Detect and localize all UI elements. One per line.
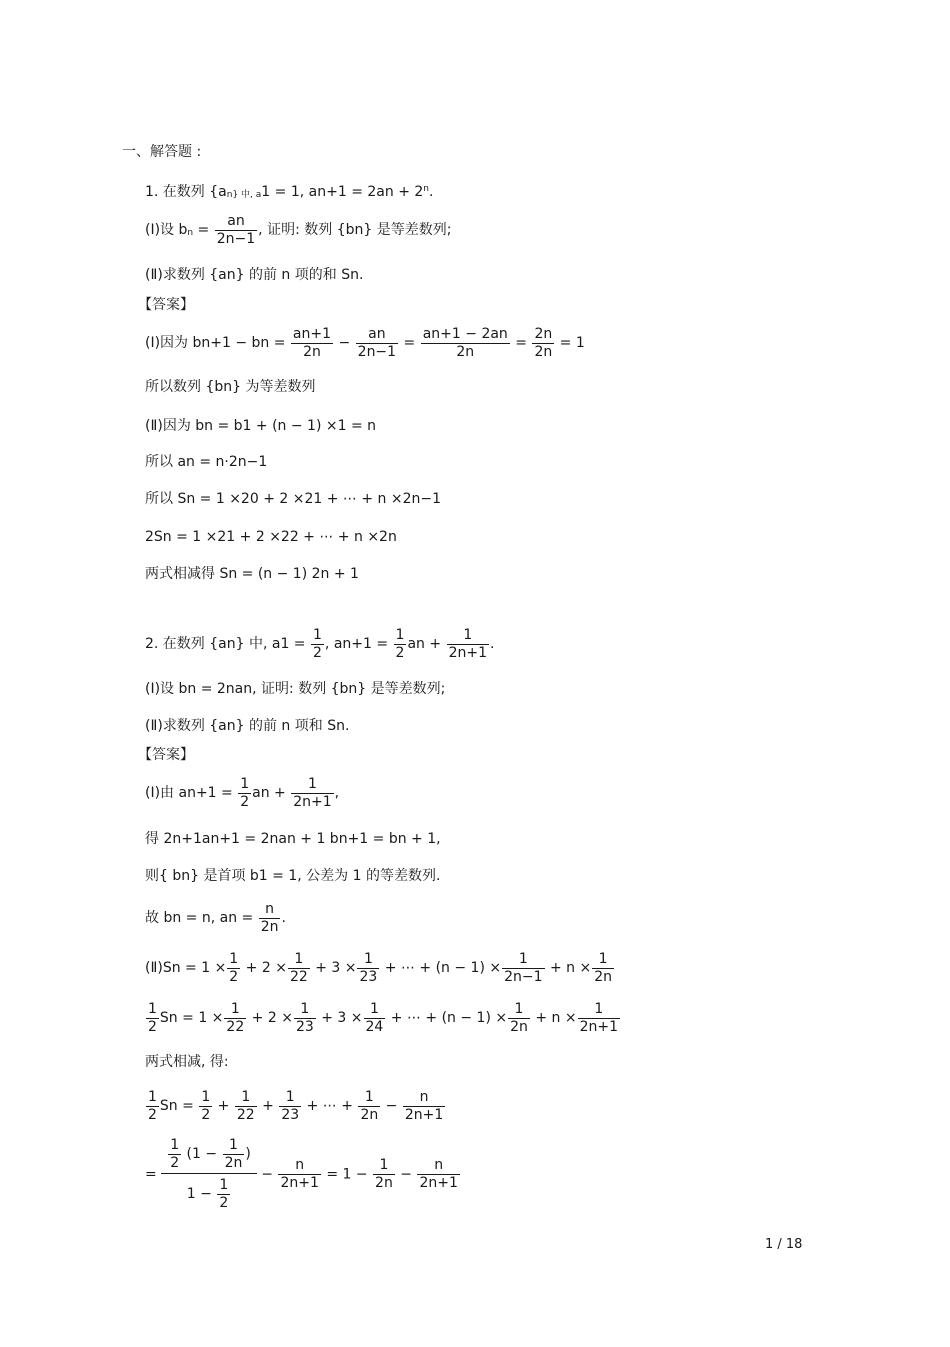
- answer-2-line-4: [145, 902, 286, 934]
- fraction: $\frac{1}{22}$: [226, 1001, 245, 1035]
- text: 故 bn = n, an =: [145, 910, 258, 927]
- text: n+1 = 2a: [317, 184, 385, 200]
- text: −: [381, 1098, 402, 1115]
- text: Sn = 1 ×: [159, 1010, 224, 1027]
- subtraction-label: 两式相减, 得:: [145, 1054, 229, 1070]
- fraction: $\frac{1}{2}$: [148, 1089, 157, 1123]
- fraction: $\frac{1}{2n}$: [510, 1001, 528, 1035]
- text: (Ⅱ)Sn = 1 ×: [145, 960, 227, 977]
- problem-1-statement: [145, 185, 433, 200]
- sum-final-expression: [145, 1138, 461, 1211]
- fraction: $\frac{1}{2n+1}$: [579, 1001, 618, 1035]
- text: an +: [252, 785, 291, 802]
- text: n: [423, 184, 430, 194]
- text: = 1: [555, 335, 585, 352]
- fraction: $\frac{1}{2}$: [240, 776, 250, 810]
- sum-line-3: [145, 1090, 446, 1122]
- text: =: [193, 222, 214, 239]
- fraction: $\frac{2n}{2n}$: [534, 326, 553, 360]
- problem-2-part-1: (Ⅰ)设 bn = 2nan, 证明: 数列 {bn} 是等差数列;: [145, 681, 446, 697]
- text: n + 2: [384, 184, 424, 200]
- text: −: [334, 335, 355, 352]
- text: .: [429, 184, 434, 200]
- answer-2-line-1: [145, 777, 339, 809]
- text: + ⋯ + (n − 1) ×: [380, 960, 502, 977]
- problem-1-part-1: [145, 214, 451, 246]
- text: +: [213, 1098, 234, 1115]
- fraction: $\frac{1}{22}$: [289, 951, 308, 985]
- answer-label-2: 【答案】: [138, 747, 194, 763]
- answer-1-part-2-line-2: 所以 an = n·2n−1: [145, 454, 268, 470]
- answer-label-1: 【答案】: [138, 297, 194, 313]
- fraction: $\frac{n}{2n}$: [260, 901, 279, 935]
- text: + n ×: [530, 1010, 577, 1027]
- problem-2-statement: [145, 628, 494, 660]
- fraction: $\frac{n}{2n+1}$: [419, 1157, 458, 1191]
- text: 1 = 1, a: [261, 184, 318, 200]
- text: .: [489, 636, 495, 653]
- text: =: [399, 335, 420, 352]
- fraction: $\frac{n}{2n+1}$: [280, 1157, 319, 1191]
- answer-2-line-2: 得 2n+1an+1 = 2nan + 1 bn+1 = bn + 1,: [145, 831, 441, 847]
- fraction: $\frac{1}{2n}$: [375, 1157, 393, 1191]
- text: .: [281, 910, 286, 927]
- text: =: [510, 335, 532, 352]
- answer-1-part-2-line-3: 所以 Sn = 1 ×20 + 2 ×21 + ⋯ + n ×2n−1: [145, 491, 442, 507]
- answer-1-part-2-line-5: 两式相减得 Sn = (n − 1) 2n + 1: [145, 566, 359, 582]
- compound-fraction: $\frac{1}{2}$ (1 − $\frac{1}{2n}$ ) 1 − $\frac{1}{2}$: [161, 1138, 257, 1211]
- text: n} 中, a: [226, 190, 262, 200]
- fraction: $\frac{1}{2n}$: [360, 1089, 379, 1123]
- text: 2. 在数列 {an} 中, a1 =: [145, 636, 310, 653]
- text: + 2 ×: [247, 1010, 293, 1027]
- text: + ⋯ +: [302, 1098, 358, 1115]
- fraction: $\frac{an}{2n-1}$: [216, 213, 256, 247]
- sum-line-1: [145, 952, 615, 984]
- text: +: [257, 1098, 279, 1115]
- text: (Ⅰ)因为 bn+1 − bn =: [145, 335, 290, 352]
- text: −: [395, 1166, 417, 1183]
- fraction: $\frac{1}{2n+1}$: [448, 627, 487, 661]
- fraction: $\frac{1}{23}$: [295, 1001, 314, 1035]
- sum-line-2: [145, 1002, 621, 1034]
- problem-1-part-2: (Ⅱ)求数列 {an} 的前 n 项的和 Sn.: [145, 267, 364, 283]
- answer-2-line-3: 则{ bn} 是首项 b1 = 1, 公差为 1 的等差数列.: [145, 868, 441, 884]
- text: an +: [407, 636, 446, 653]
- fraction: $\frac{1}{2}$: [395, 627, 405, 661]
- text: a: [218, 184, 227, 200]
- fraction: $\frac{1}{2n+1}$: [293, 776, 332, 810]
- text: = 1 −: [321, 1166, 373, 1183]
- answer-1-part-2-line-1: (Ⅱ)因为 bn = b1 + (n − 1) ×1 = n: [145, 418, 377, 434]
- section-title: 一、解答题 :: [122, 144, 202, 160]
- fraction: $\frac{1}{2n}$: [594, 951, 612, 985]
- answer-1-part-1: [145, 327, 585, 359]
- text: n: [187, 228, 194, 239]
- answer-1-part-2-line-4: 2Sn = 1 ×21 + 2 ×22 + ⋯ + n ×2n: [145, 529, 397, 545]
- text: =: [145, 1166, 162, 1183]
- fraction: $\frac{1}{23}$: [359, 951, 378, 985]
- text: −: [256, 1166, 278, 1183]
- fraction: $\frac{an+1}{2n}$: [292, 326, 332, 360]
- text: , an+1 =: [324, 636, 393, 653]
- fraction: $\frac{1}{23}$: [281, 1089, 300, 1123]
- answer-1-conclusion: 所以数列 {bn} 为等差数列: [145, 379, 316, 395]
- page-number: 1 / 18: [765, 1237, 803, 1252]
- fraction: $\frac{1}{24}$: [365, 1001, 384, 1035]
- text: + 3 ×: [310, 960, 357, 977]
- text: + ⋯ + (n − 1) ×: [386, 1010, 508, 1027]
- text: (Ⅰ)由 an+1 =: [145, 785, 238, 802]
- problem-2-part-2: (Ⅱ)求数列 {an} 的前 n 项和 Sn.: [145, 718, 350, 734]
- fraction: $\frac{1}{2n-1}$: [504, 951, 543, 985]
- fraction: $\frac{1}{2}$: [229, 951, 239, 985]
- text: + 2 ×: [241, 960, 287, 977]
- fraction: $\frac{1}{2}$: [148, 1001, 157, 1035]
- text: 1. 在数列 {: [145, 184, 219, 200]
- fraction: $\frac{1}{2}$: [201, 1089, 211, 1123]
- text: Sn =: [159, 1098, 199, 1115]
- fraction: $\frac{an}{2n-1}$: [357, 326, 397, 360]
- text: ,: [334, 785, 340, 802]
- fraction: $\frac{1}{2}$: [313, 627, 322, 661]
- text: + n ×: [545, 960, 592, 977]
- fraction: $\frac{an+1 - 2an}{2n}$: [422, 326, 508, 360]
- text: + 3 ×: [316, 1010, 363, 1027]
- fraction: $\frac{n}{2n+1}$: [404, 1089, 444, 1123]
- fraction: $\frac{1}{22}$: [236, 1089, 255, 1123]
- text: , 证明: 数列 {bn} 是等差数列;: [258, 222, 452, 239]
- text: (Ⅰ)设 b: [145, 222, 188, 239]
